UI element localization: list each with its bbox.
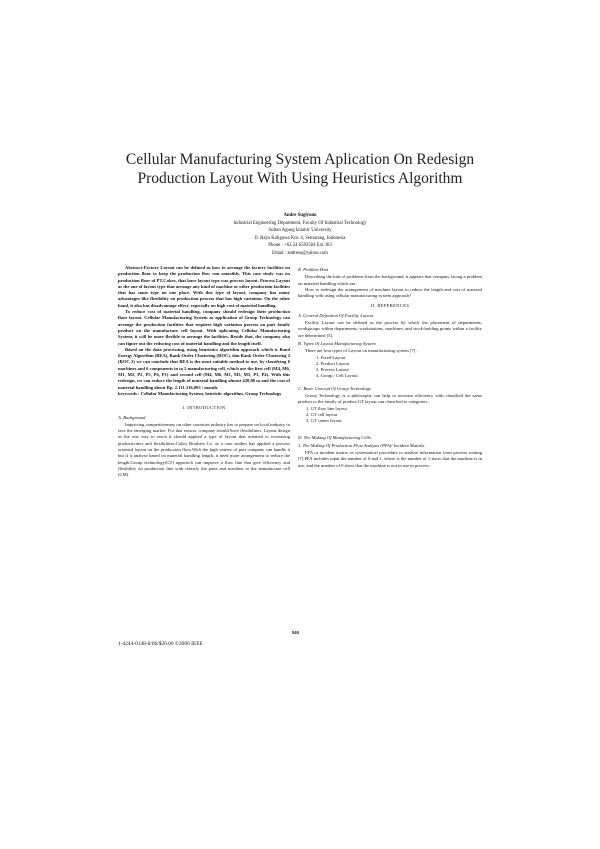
author-phone: Phone : +62 24 6583584 Ext 363	[268, 243, 332, 249]
list-item: 2. Product Layout	[316, 360, 350, 366]
list-item: 1. GT flow line layout	[306, 405, 347, 411]
layout-types-intro: There are four types of Layout on manufacturing system [7] :	[305, 348, 418, 354]
subsection-group-technology-heading: C. Basic Concept Of Group Technology	[298, 385, 371, 391]
author-email: Email : andresu@yahoo.com	[272, 250, 328, 256]
subsection-manufacturing-cells-heading: D. The Making Of Manufacturing Cells.	[298, 434, 372, 440]
problem-hint-paragraph: Describing the hint of problems from the background, it appears that company facing a problem on material handling which are :	[298, 274, 482, 286]
author-university: Sultan Agung Islamic University	[268, 228, 332, 234]
page-number: 940	[292, 630, 299, 635]
pfa-paragraph: PFA or incident matrix as systematical procedure to analyse information from process routing [7].PFA includes input the number of 0 and 1, where is the number of 1 show that the machine is in use, and the number of 0 show that the machine is not in use in process.	[298, 450, 482, 468]
layout-types-list	[316, 355, 482, 380]
subsection-problem-hint-heading: B. Problem Hint	[298, 267, 329, 272]
copyright-footer: 1-4244-0148-8/06/$20.00 ©2006 IEEE	[118, 641, 203, 647]
gt-layout-list	[306, 406, 482, 425]
subsubsection-pfa-heading: 1. The Making Of Production Flow Analysis (PFA)/ Incident Matriks.	[298, 442, 426, 448]
background-paragraph: Improving competitiveness on other countries industry has to prepare on local industry to face the emerging market. For that reason, company should have flexibilities. Layout design as the one way to reach it should applied a type of layout that oriented to increasing productivities and flexibilities.Cokro Brothers Co. as a case studies has applied a process oriented layout on the production floor.With the high variety of part company can handle it but if it analyse based on material handling length, it need more arrangement to reduce the length.Group technology(GT) approach can improve a flow line that give efficiency and flexibility on production line with classify the parts and machine to the manufacture cell (CM).	[118, 421, 290, 478]
list-item: 1. Fixed Layout	[316, 354, 346, 360]
abstract-paragraph-2: To reduce cost of material handling, company should redesign their production floor layout. Cellular Manufacturing System as application of Group Technology can arrange the production facilities that requires high variation process on part family product on the manufacture cell layout. With aplicating Cellular Manufacturing System, it will be more flexible to arrange the facilities. Beside that, the company also can figure out the reducing cost of material handling and the length itself.	[118, 309, 290, 346]
group-technology-paragraph: Group Technology is a philosophy can help to increase efficiency with classified the same product to the family of product.GT layout can classified to categories :	[298, 393, 482, 405]
problem-question-paragraph: How to redesign the arrangement of machine layout to reduce the length and cost of material handling with using cellular manufacturing system approach?	[298, 286, 482, 299]
list-item: 3. GT center layout	[306, 418, 342, 424]
list-item: 2. GT cell layout	[306, 411, 338, 417]
keywords: keywords : Cellular Manufacturing System, heuristic algorithm, Group Technology	[118, 390, 282, 396]
list-item: 3. Process Layout	[316, 367, 349, 373]
right-column	[298, 265, 482, 469]
abstract-paragraph-3: Based on the data processing, using heuristics algorithm approach which is Bond Energy Algorithm (BEA), Rank Order Clustering (ROC), dan Rank Order Clustering 2 (ROC 2) we can conclude that BEA is the most suitable method to use, by classifying 6 machines and 6 components in to 2 manufacturing cell, which are the first cell (M4, M6, M1, M2, P2, P5, P6, P1) and second cell (M4, M6, M1, M3, M5, P3, P4). With this redesign, we can reduce the length of material handling almost 428,06 m and the cost of material handling about Rp. 2.111.316,003 / month.	[118, 346, 290, 390]
facility-layout-paragraph: Facility Layout can be defined as the process by which the placement of departments, workgroups within departments, workstations, machines, and stock-holding points within a facility are determined [5].	[298, 320, 482, 338]
section-references-heading: II. REFERENCES	[370, 303, 410, 309]
list-item: 4. Group / Cell Layout	[316, 373, 358, 379]
subsection-background-heading: A. Background	[118, 414, 146, 420]
author-department: Industrial Engineering Department, Faculty Of Industrial Technology	[233, 220, 367, 226]
paper-title: Cellular Manufacturing System Aplication On Redesign Production Layout With Using Heuristics Algorithm	[125, 151, 475, 187]
abstract-paragraph-1: Abstract-Factory Layout can be defined as how to arrange the factory facilities on production floor to keep the production flow run smoothly. This case study was on production floor of PT.Cokro, that have layout type was process layout. Process Layout as the one of layout type that arrange any kind of machine or other production facilities that has same type on one place. With this type of layout, company has many advantages like flexibility on production process that has high variation. On the other hand, it also has disadvantage effect, especially on high cost of material handling.	[118, 265, 290, 308]
author-address: Jl. Raya Kaligawe Km. 4, Semarang, Indonesia	[254, 235, 346, 241]
section-introduction-heading: I. INTRODUCTION	[182, 405, 226, 411]
author-block	[150, 212, 450, 258]
author-name: Andre Sugiyono	[283, 213, 317, 218]
subsection-facility-layout-heading: A. General Definition Of Facility Layout	[298, 312, 374, 318]
subsection-layout-types-heading: B. Types Of Layout Manufacturing System	[298, 340, 376, 346]
left-column	[118, 265, 290, 479]
